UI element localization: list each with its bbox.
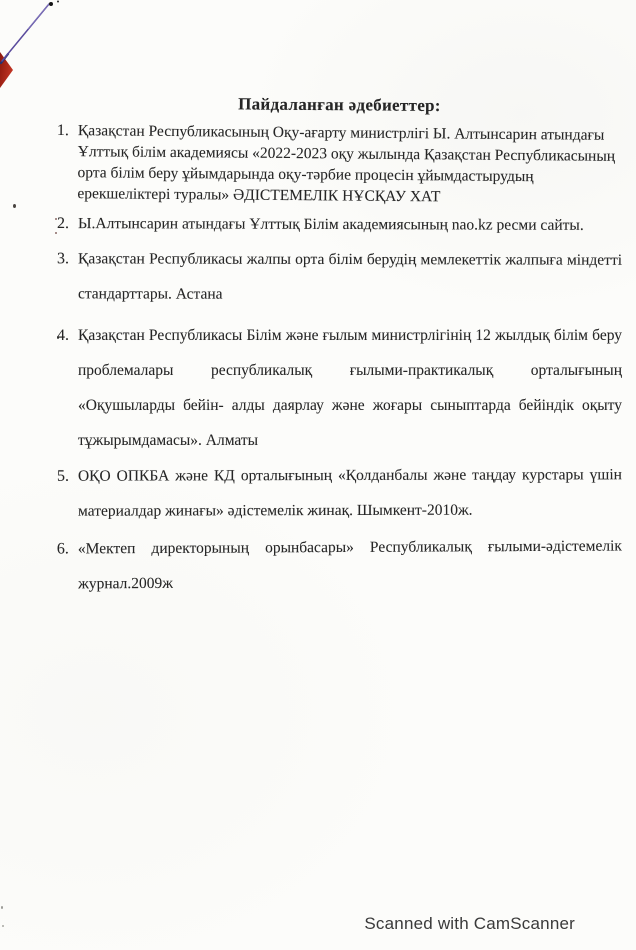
- reference-line: ОҚО ОПКБА және КД орталығының «Қолданбалы және таңдау курстары үшін: [77, 466, 622, 485]
- ink-dot-small: [57, 1, 59, 3]
- reference-number: 2.: [56, 215, 70, 233]
- reference-number: 4.: [57, 327, 69, 344]
- reference-item-2: [57, 209, 622, 241]
- reference-line: проблемалары республикалық ғылыми-практикалық орталығының: [78, 362, 622, 379]
- reference-line: материалдар жинағы» әдістемелік жинақ. Шымкент-2010ж.: [78, 501, 473, 520]
- document-page: [57, 93, 622, 600]
- reference-number: 5.: [56, 467, 69, 485]
- scan-artifacts: [0, 0, 70, 100]
- reference-line: орта білім беру ұйымдарында оқу-тәрбие процесін ұйымдастырудың: [77, 164, 534, 186]
- reference-number: 6.: [56, 540, 69, 558]
- reference-item-1: [56, 120, 622, 209]
- reference-number: 3.: [57, 250, 70, 268]
- purple-pen-stroke-highlight: [28, 4, 49, 29]
- reference-item-6: [57, 529, 622, 602]
- reference-item-5: [57, 457, 622, 528]
- reference-item-4: [57, 318, 622, 458]
- reference-line: Ұлттық білім академиясы «2022-2023 оқу жылында Қазақстан Республикасының: [77, 143, 616, 165]
- reference-line: «Мектеп директорының орынбасары» Республикалық ғылыми-әдістемелік: [77, 537, 622, 558]
- reference-line: Қазақстан Республикасы жалпы орта білім берудің мемлекеттік жалпыға міндетті: [78, 250, 623, 269]
- page-title: Пайдаланған әдебиеттер:: [238, 94, 441, 116]
- reference-line: Қазақстан Республикасы Білім және ғылым министрлігінің 12 жылдық білім беру: [78, 327, 622, 344]
- ink-speck: [1, 906, 3, 909]
- pen-marks-icon: [0, 0, 70, 95]
- reference-number: 1.: [56, 121, 69, 140]
- reference-line: стандарттары. Астана: [77, 285, 223, 303]
- reference-line: Қазақстан Республикасының Оқу-ағарту министрлігі Ы. Алтынсарин атындағы: [77, 122, 605, 144]
- reference-list: [57, 120, 622, 600]
- reference-line: тұжырымдамасы». Алматы: [78, 432, 259, 449]
- ink-speck: [13, 204, 16, 208]
- ink-speck: [2, 925, 4, 927]
- reference-line: «Оқушыларды бейін- алды даярлау және жоғары сыныптарда бейіндік оқыту: [78, 397, 622, 414]
- ink-dot: [49, 2, 53, 6]
- reference-line: журнал.2009ж: [78, 574, 173, 593]
- reference-line: Ы.Алтынсарин атындағы Ұлттық Білім академиясының nao.kz ресми сайты.: [77, 215, 584, 234]
- reference-line: ерекшеліктері туралы» ӘДІСТЕМЕЛІК НҰСҚАУ ХАТ: [77, 185, 441, 206]
- reference-item-3: [57, 241, 622, 312]
- camscanner-watermark: Scanned with CamScanner: [364, 914, 575, 933]
